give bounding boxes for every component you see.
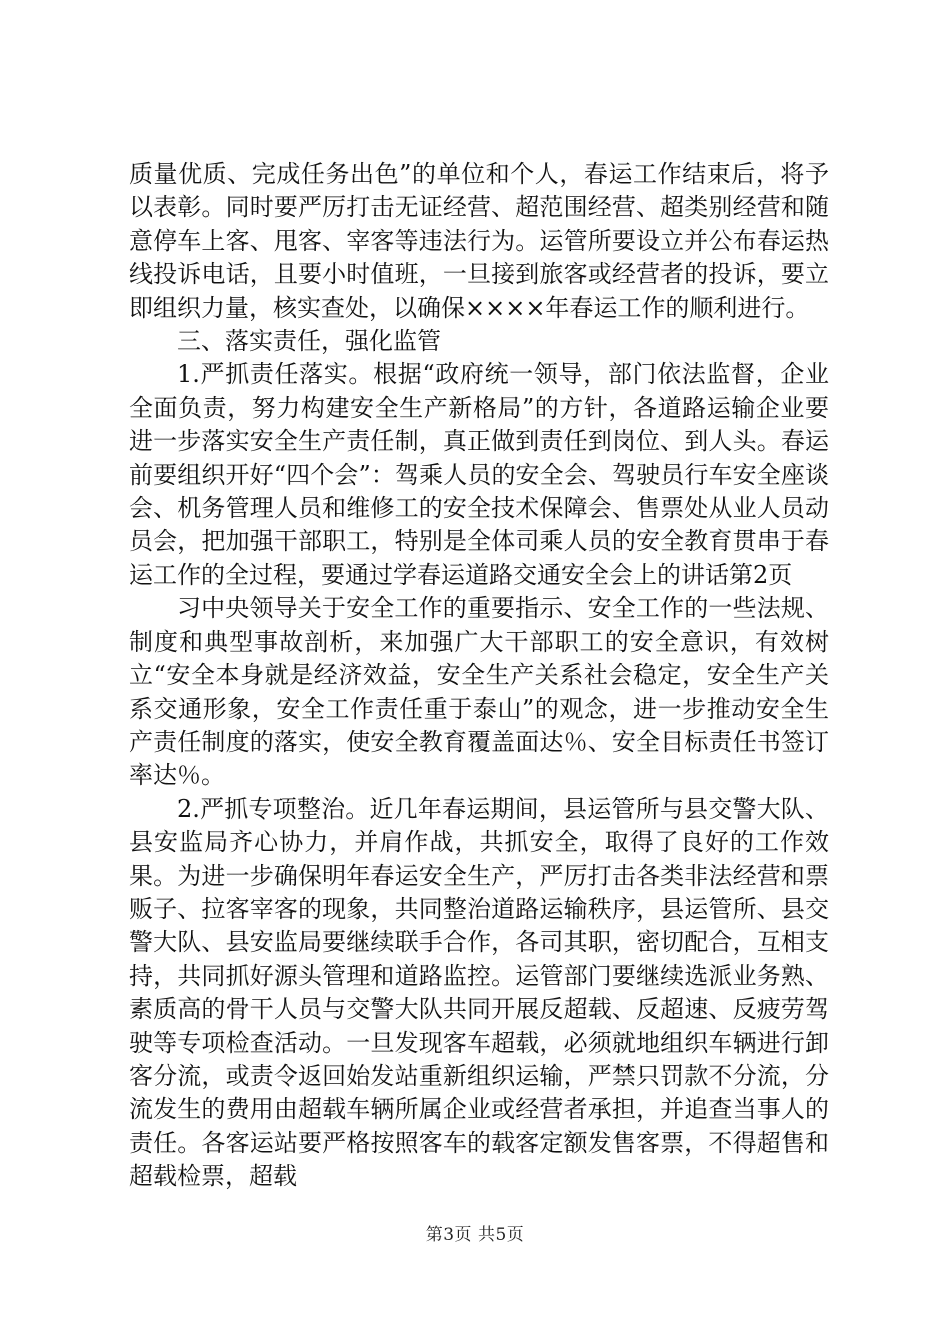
paragraph-continuation: 质量优质、完成任务出色”的单位和个人，春运工作结束后，将予以表彰。同时要严厉打击无证经营、超范围经营、超类别经营和随意停车上客、甩客、宰客等违法行为。运管所要设立并公布春运热线投诉电话，且要小时值班，一旦接到旅客或经营者的投诉，要立即组织力量，核实查处，以确保××××年春运工作的顺利进行。 [129, 160, 829, 322]
paragraph-responsibility: 1.严抓责任落实。根据“政府统一领导，部门依法监督，企业全面负责，努力构建安全生产新格局”的方针，各道路运输企业要进一步落实安全生产责任制，真正做到责任到岗位、到人头。春运前要组织开好“四个会”：驾乘人员的安全会、驾驶员行车安全座谈会、机务管理人员和维修工的安全技术保障会、售票处从业人员动员会，把加强干部职工，特别是全体司乘人员的安全教育贯串于春运工作的全过程，要通过学春运道路交通安全会上的讲话第2页 [129, 360, 829, 589]
section-heading: 三、落实责任，强化监管 [177, 327, 441, 356]
paragraph-special-rectification: 2.严抓专项整治。近几年春运期间，县运管所与县交警大队、县安监局齐心协力，并肩作战，共抓安全，取得了良好的工作效果。为进一步确保明年春运安全生产，严厉打击各类非法经营和票贩子、拉客宰客的现象，共同整治道路运输秩序，县运管所、县交警大队、县安监局要继续联手合作，各司其职，密切配合，互相支持，共同抓好源头管理和道路监控。运管部门要继续选派业务熟、素质高的骨干人员与交警大队共同开展反超载、反超速、反疲劳驾驶等专项检查活动。一旦发现客车超载，必须就地组织车辆进行卸客分流，或责令返回始发站重新组织运输，严禁只罚款不分流，分流发生的费用由超载车辆所属企业或经营者承担，并追查当事人的责任。各客运站要严格按照客车的载客定额发售客票，不得超售和超载检票，超载 [129, 794, 829, 1191]
paragraph-safety-awareness: 习中央领导关于安全工作的重要指示、安全工作的一些法规、制度和典型事故剖析，来加强广大干部职工的安全意识，有效树立“安全本身就是经济效益，安全生产关系社会稳定，安全生产关系交通形象，安全工作责任重于泰山”的观念，进一步推动安全生产责任制度的落实，使安全教育覆盖面达％、安全目标责任书签订率达％。 [129, 594, 829, 790]
document-body [129, 158, 829, 1194]
page-footer: 第3页 共5页 [425, 1225, 525, 1245]
